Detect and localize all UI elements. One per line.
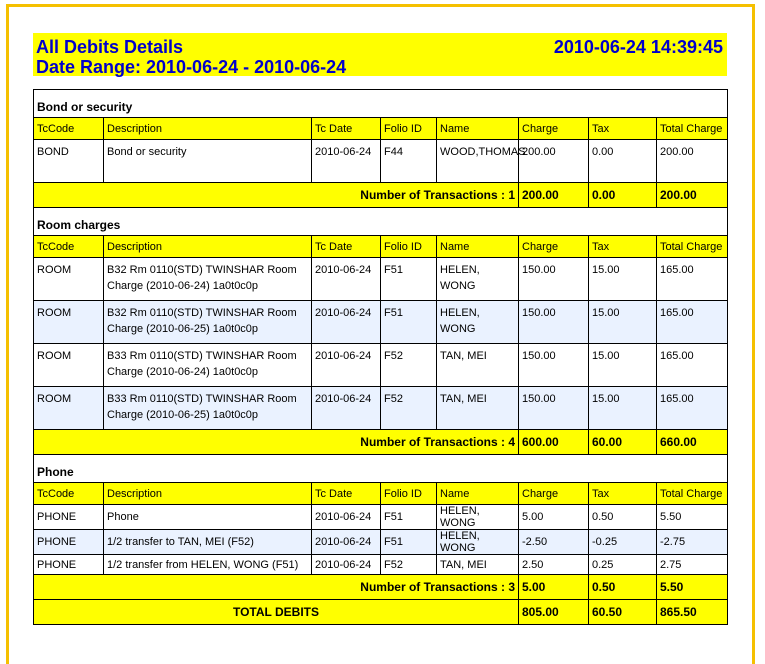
- column-header: Total Charge: [657, 236, 728, 258]
- table-cell: 15.00: [589, 387, 657, 430]
- table-cell: 2010-06-24: [312, 258, 381, 301]
- transaction-count: Number of Transactions : 3: [34, 575, 519, 600]
- summary-tax: 0.00: [589, 183, 657, 208]
- table-row: [34, 505, 728, 530]
- summary-charge: 600.00: [519, 430, 589, 455]
- column-header-row: [34, 236, 728, 258]
- table-cell: 2010-06-24: [312, 530, 381, 555]
- column-header: Folio ID: [381, 236, 437, 258]
- column-header: Folio ID: [381, 118, 437, 140]
- table-cell: 2.75: [657, 555, 728, 575]
- debits-table: [33, 89, 728, 625]
- table-cell: HELEN, WONG: [437, 530, 519, 555]
- table-cell: 1/2 transfer to TAN, MEI (F52): [104, 530, 312, 555]
- summary-tax: 0.50: [589, 575, 657, 600]
- table-cell: 15.00: [589, 344, 657, 387]
- section-summary-row: [34, 430, 728, 455]
- table-cell: 200.00: [519, 140, 589, 183]
- table-row: [34, 140, 728, 183]
- column-header: Tc Date: [312, 118, 381, 140]
- table-cell: -0.25: [589, 530, 657, 555]
- column-header: Charge: [519, 236, 589, 258]
- table-cell: 15.00: [589, 258, 657, 301]
- table-cell: 1/2 transfer from HELEN, WONG (F51): [104, 555, 312, 575]
- table-cell: BOND: [34, 140, 104, 183]
- summary-tax: 60.00: [589, 430, 657, 455]
- table-cell: 2010-06-24: [312, 301, 381, 344]
- column-header: Total Charge: [657, 118, 728, 140]
- table-cell: TAN, MEI: [437, 344, 519, 387]
- column-header: Total Charge: [657, 483, 728, 505]
- table-cell: F51: [381, 301, 437, 344]
- grand-total-charge: 805.00: [519, 600, 589, 625]
- table-cell: 0.50: [589, 505, 657, 530]
- report-timestamp: 2010-06-24 14:39:45: [553, 37, 723, 57]
- column-header: TcCode: [34, 118, 104, 140]
- table-cell: 2010-06-24: [312, 140, 381, 183]
- table-cell: 2010-06-24: [312, 387, 381, 430]
- column-header: Tax: [589, 483, 657, 505]
- section-summary-row: [34, 575, 728, 600]
- table-cell: B33 Rm 0110(STD) TWINSHAR Room Charge (2010-06-25) 1a0t0c0p: [104, 387, 312, 430]
- table-cell: 5.00: [519, 505, 589, 530]
- section-heading: [34, 208, 728, 236]
- column-header: Description: [104, 483, 312, 505]
- table-cell: PHONE: [34, 555, 104, 575]
- table-cell: Bond or security: [104, 140, 312, 183]
- section-title: Phone: [34, 455, 728, 483]
- summary-charge: 200.00: [519, 183, 589, 208]
- column-header: Name: [437, 483, 519, 505]
- column-header: Charge: [519, 483, 589, 505]
- table-cell: 165.00: [657, 258, 728, 301]
- table-cell: HELEN, WONG: [437, 505, 519, 530]
- column-header: Folio ID: [381, 483, 437, 505]
- section-heading: [34, 90, 728, 118]
- table-cell: ROOM: [34, 344, 104, 387]
- table-row: [34, 301, 728, 344]
- table-cell: 2010-06-24: [312, 344, 381, 387]
- section-title: Bond or security: [34, 90, 728, 118]
- column-header: Tc Date: [312, 236, 381, 258]
- table-cell: Phone: [104, 505, 312, 530]
- column-header: Tax: [589, 236, 657, 258]
- table-cell: F51: [381, 505, 437, 530]
- table-cell: F51: [381, 258, 437, 301]
- table-cell: -2.50: [519, 530, 589, 555]
- table-cell: HELEN, WONG: [437, 301, 519, 344]
- column-header: Charge: [519, 118, 589, 140]
- report-header: [33, 33, 727, 76]
- table-cell: HELEN, WONG: [437, 258, 519, 301]
- section-title: Room charges: [34, 208, 728, 236]
- table-cell: TAN, MEI: [437, 387, 519, 430]
- grand-total-row: [34, 600, 728, 625]
- transaction-count: Number of Transactions : 1: [34, 183, 519, 208]
- table-cell: 5.50: [657, 505, 728, 530]
- table-cell: 0.25: [589, 555, 657, 575]
- grand-total-label: TOTAL DEBITS: [34, 600, 519, 625]
- column-header-row: [34, 118, 728, 140]
- table-cell: 2010-06-24: [312, 555, 381, 575]
- table-cell: B32 Rm 0110(STD) TWINSHAR Room Charge (2010-06-25) 1a0t0c0p: [104, 301, 312, 344]
- table-cell: 15.00: [589, 301, 657, 344]
- report-title: All Debits Details: [36, 37, 184, 57]
- table-cell: ROOM: [34, 387, 104, 430]
- table-cell: B33 Rm 0110(STD) TWINSHAR Room Charge (2010-06-24) 1a0t0c0p: [104, 344, 312, 387]
- table-cell: TAN, MEI: [437, 555, 519, 575]
- table-cell: F44: [381, 140, 437, 183]
- table-cell: 150.00: [519, 387, 589, 430]
- table-cell: ROOM: [34, 258, 104, 301]
- table-cell: WOOD,THOMAS: [437, 140, 519, 183]
- column-header-row: [34, 483, 728, 505]
- table-cell: B32 Rm 0110(STD) TWINSHAR Room Charge (2010-06-24) 1a0t0c0p: [104, 258, 312, 301]
- table-cell: F52: [381, 344, 437, 387]
- column-header: Tax: [589, 118, 657, 140]
- column-header: Description: [104, 236, 312, 258]
- table-cell: -2.75: [657, 530, 728, 555]
- table-row: [34, 344, 728, 387]
- section-heading: [34, 455, 728, 483]
- section-summary-row: [34, 183, 728, 208]
- column-header: TcCode: [34, 236, 104, 258]
- table-cell: F52: [381, 387, 437, 430]
- summary-total: 200.00: [657, 183, 728, 208]
- grand-total-total: 865.50: [657, 600, 728, 625]
- table-cell: PHONE: [34, 505, 104, 530]
- column-header: Description: [104, 118, 312, 140]
- table-cell: 200.00: [657, 140, 728, 183]
- summary-total: 5.50: [657, 575, 728, 600]
- table-cell: 150.00: [519, 344, 589, 387]
- column-header: Tc Date: [312, 483, 381, 505]
- table-row: [34, 387, 728, 430]
- summary-charge: 5.00: [519, 575, 589, 600]
- date-range: Date Range: 2010-06-24 - 2010-06-24: [36, 57, 347, 77]
- summary-total: 660.00: [657, 430, 728, 455]
- table-cell: 150.00: [519, 258, 589, 301]
- table-row: [34, 555, 728, 575]
- column-header: Name: [437, 236, 519, 258]
- column-header: TcCode: [34, 483, 104, 505]
- table-row: [34, 258, 728, 301]
- table-cell: 165.00: [657, 301, 728, 344]
- table-cell: 165.00: [657, 344, 728, 387]
- table-cell: 150.00: [519, 301, 589, 344]
- table-cell: 2.50: [519, 555, 589, 575]
- table-cell: 0.00: [589, 140, 657, 183]
- table-cell: F51: [381, 530, 437, 555]
- grand-total-tax: 60.50: [589, 600, 657, 625]
- table-cell: F52: [381, 555, 437, 575]
- transaction-count: Number of Transactions : 4: [34, 430, 519, 455]
- table-cell: 2010-06-24: [312, 505, 381, 530]
- column-header: Name: [437, 118, 519, 140]
- table-row: [34, 530, 728, 555]
- table-cell: 165.00: [657, 387, 728, 430]
- table-cell: PHONE: [34, 530, 104, 555]
- table-cell: ROOM: [34, 301, 104, 344]
